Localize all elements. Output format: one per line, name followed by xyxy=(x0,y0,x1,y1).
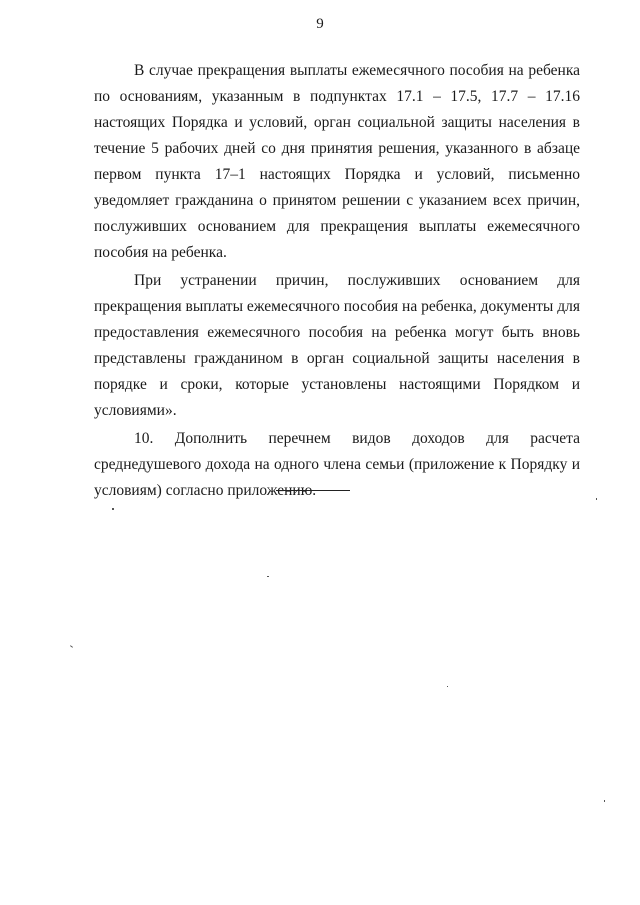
scan-speck xyxy=(447,686,448,687)
paragraph-termination-notice: В случае прекращения выплаты ежемесячного пособия на ребенка по основаниям, указанным в подпунктах 17.1 – 17.5, 17.7 – 17.16 настоящих Порядка и условий, орган социальной защиты населения в течение 5 рабочих дней со дня принятия решения, указанного в абзаце первом пункта 17–1 настоящих Порядка и условий, письменно уведомляет гражданина о принятом решении с указанием всех причин, послуживших основанием для прекращения выплаты ежемесячного пособия на ребенка. xyxy=(94,62,580,261)
scan-speck xyxy=(604,800,605,802)
scan-speck xyxy=(267,576,269,577)
paragraph-item-10: 10. Дополнить перечнем видов доходов для расчета среднедушевого дохода на одного члена семьи (приложение к Порядку и условиям) согласно приложению. xyxy=(94,430,580,499)
document-body xyxy=(94,58,580,504)
scan-speck xyxy=(596,498,597,500)
scan-speck xyxy=(70,645,73,648)
paragraph-resubmission: При устранении причин, послуживших основанием для прекращения выплаты ежемесячного пособия на ребенка, документы для предоставления ежемесячного пособия на ребенка могут быть вновь представлены гражданином в орган социальной защиты населения в порядке и сроки, которые установлены настоящими Порядком и условиями». xyxy=(94,272,580,419)
page-number: 9 xyxy=(316,16,324,32)
end-separator-line xyxy=(276,490,350,491)
scan-speck xyxy=(112,508,114,510)
